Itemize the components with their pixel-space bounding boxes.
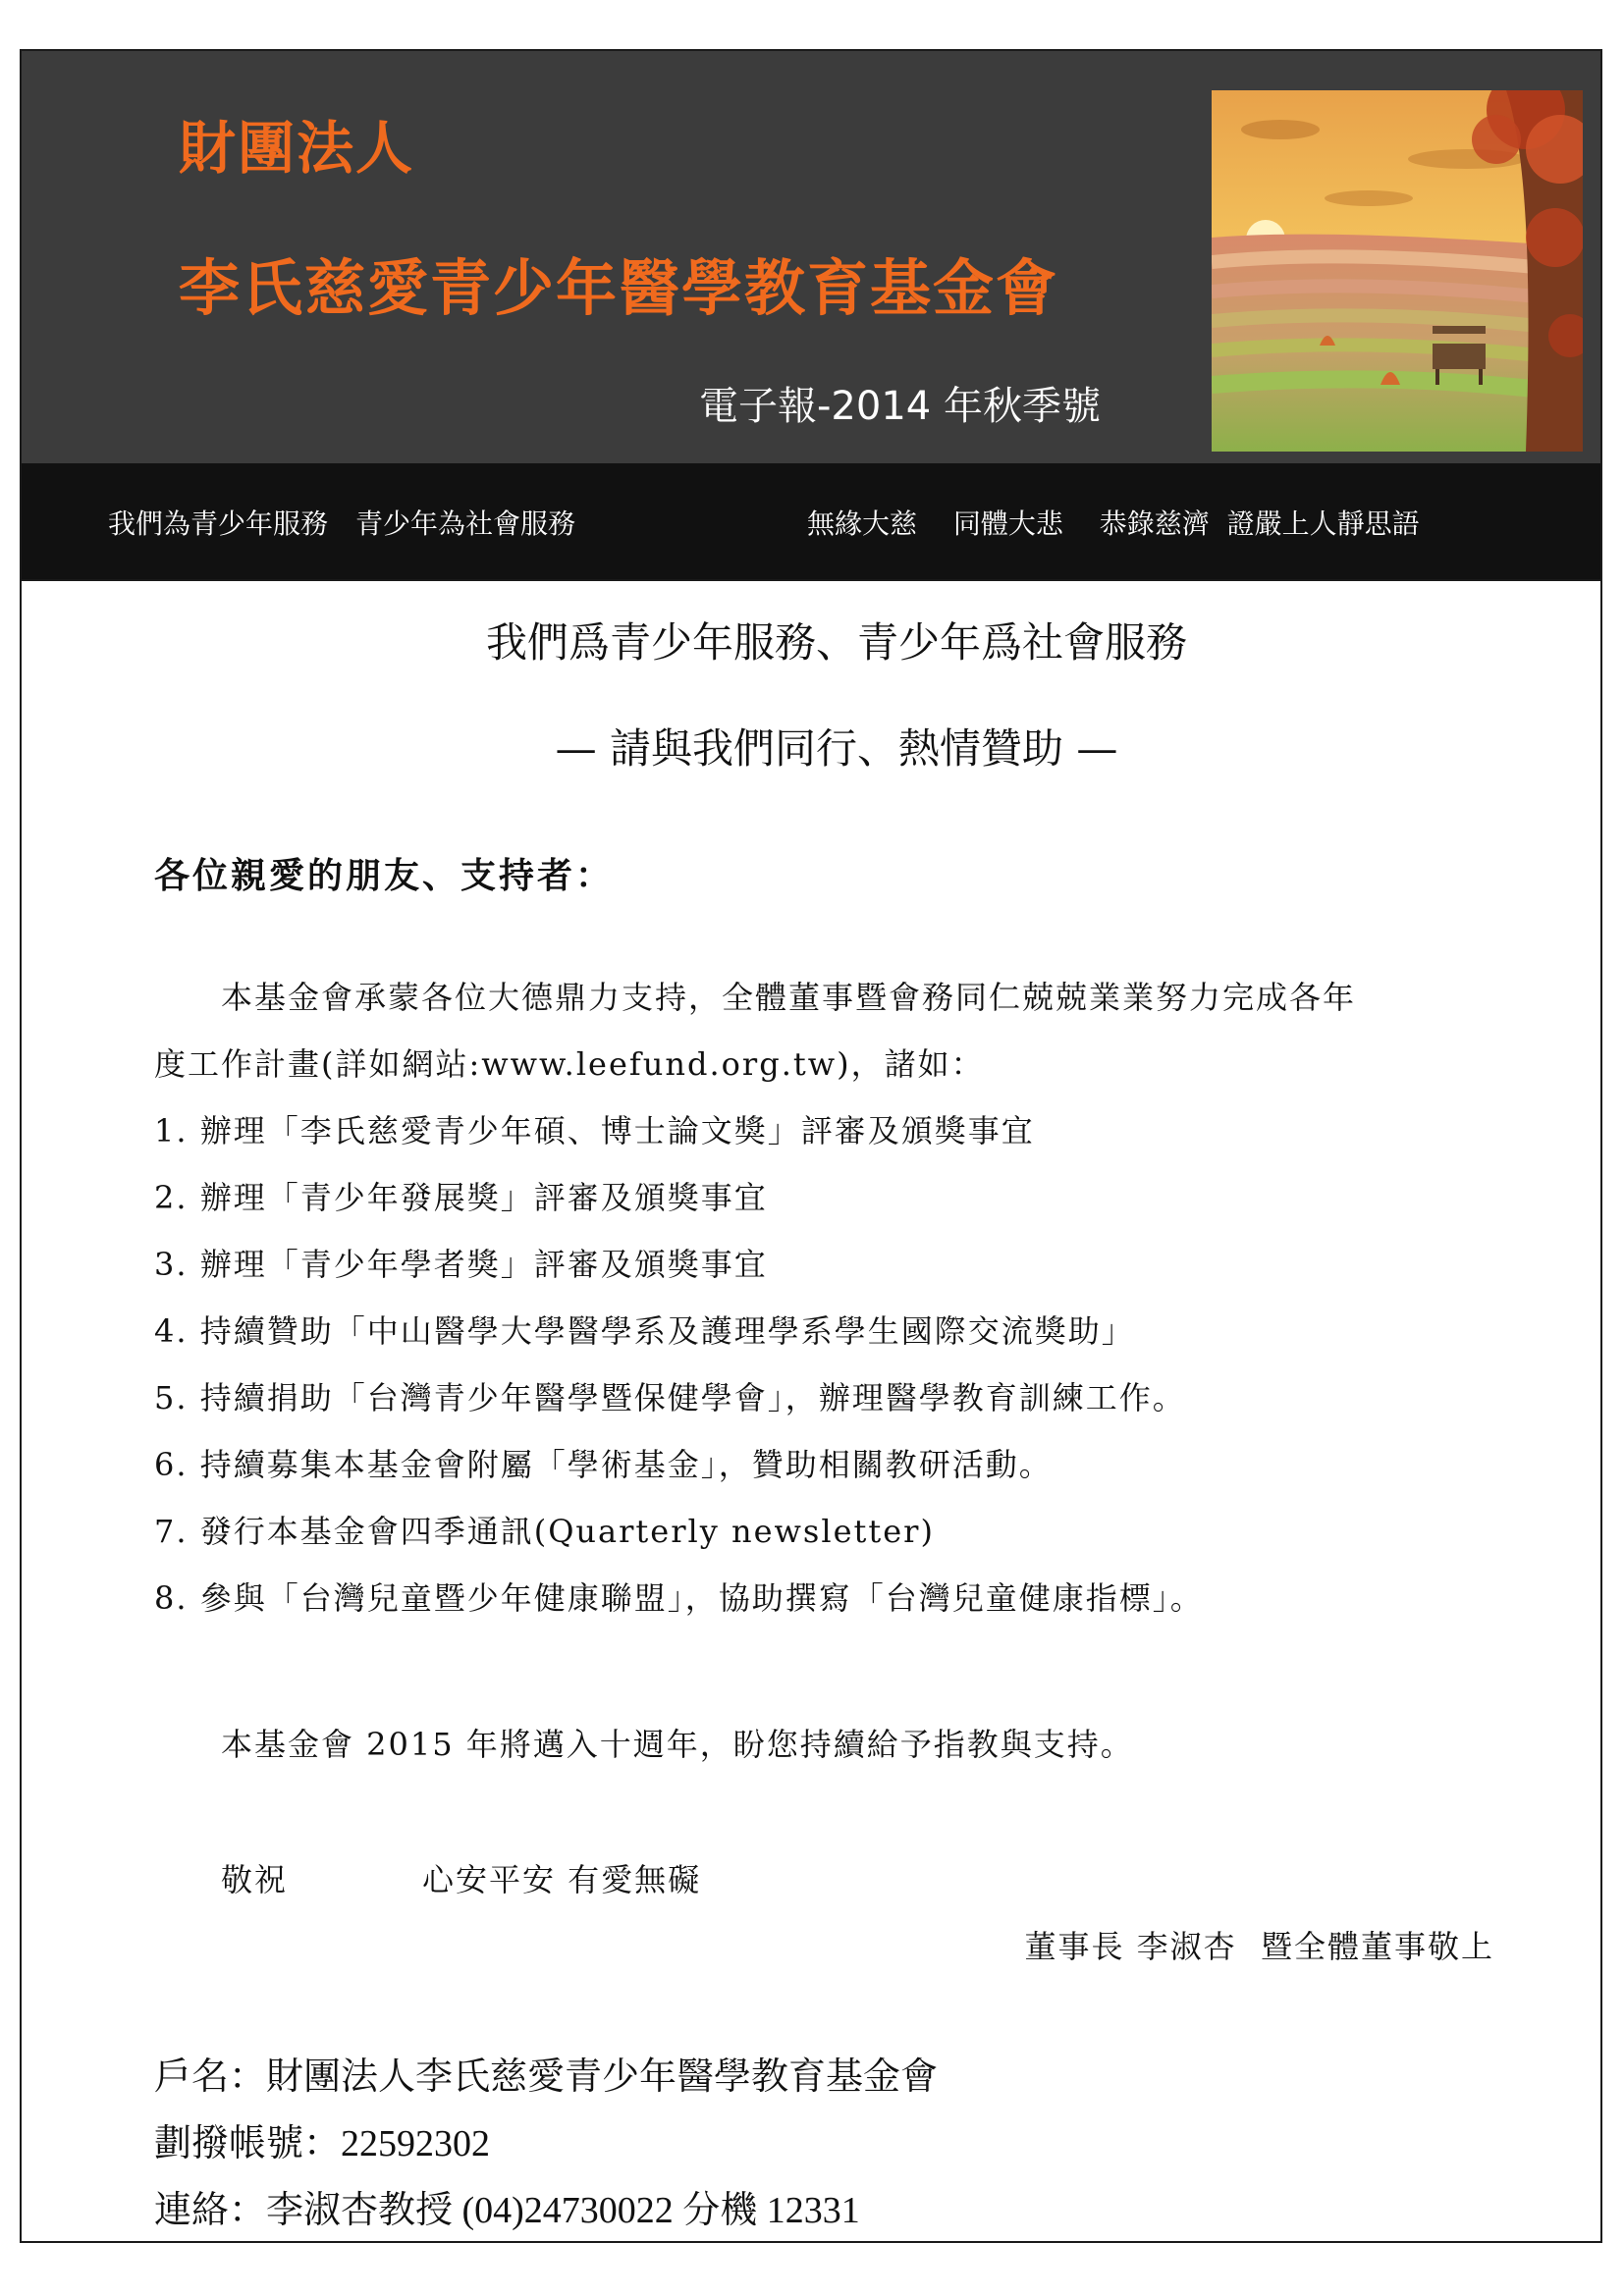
closing-paragraph: 本基金會 2015 年將邁入十週年，盼您持續給予指教與支持。 xyxy=(221,1726,1134,1763)
letter-subtitle: — 請與我們同行、熱情贊助 — xyxy=(555,724,1118,773)
signature: 董事長 李淑杏 暨全體董事敬上 xyxy=(1024,1928,1494,1965)
header-banner xyxy=(22,51,1600,463)
account-name: 戶名：財團法人李氏慈愛青少年醫學教育基金會 xyxy=(154,2056,939,2098)
issue-label: 電子報-2014 年秋季號 xyxy=(699,384,1101,429)
newsletter-page xyxy=(20,49,1602,2243)
tagline-mission: 我們為青少年服務 青少年為社會服務 xyxy=(108,507,576,540)
letter-title: 我們爲青少年服務、青少年爲社會服務 xyxy=(485,618,1187,667)
greeting: 各位親愛的朋友、支持者： xyxy=(154,855,615,896)
list-item: 1. 辦理「李氏慈愛青少年碩、博士論文獎」評審及頒獎事宜 xyxy=(154,1112,1035,1149)
org-type: 財團法人 xyxy=(179,115,415,182)
donation-info xyxy=(154,2044,938,2244)
contact-info: 連絡：李淑杏教授 (04)24730022 分機 12331 xyxy=(154,2190,860,2231)
tagline-quote: 無緣大慈 同體大悲 恭錄慈濟 證嚴上人靜思語 xyxy=(807,507,1420,540)
wish: 心安平安 有愛無礙 xyxy=(422,1861,702,1898)
divider xyxy=(22,579,1600,581)
regards: 敬祝 xyxy=(221,1861,289,1898)
list-item: 2. 辦理「青少年發展獎」評審及頒獎事宜 xyxy=(154,1179,768,1216)
work-items-list xyxy=(154,1097,1529,1631)
list-item: 6. 持續募集本基金會附屬「學術基金」，贊助相關教研活動。 xyxy=(154,1446,1053,1483)
tagline-bar xyxy=(22,463,1600,579)
autumn-landscape-illustration xyxy=(1212,90,1583,452)
letter-body xyxy=(154,964,1529,1631)
list-item: 8. 參與「台灣兒童暨少年健康聯盟」，協助撰寫「台灣兒童健康指標」。 xyxy=(154,1579,1204,1617)
list-item: 4. 持續贊助「中山醫學大學醫學系及護理學系學生國際交流獎助」 xyxy=(154,1312,1135,1350)
intro-line-2: 度工作計畫(詳如網站:www.leefund.org.tw)，諸如： xyxy=(154,1045,985,1083)
account-number: 劃撥帳號：22592302 xyxy=(154,2123,491,2164)
org-name: 李氏慈愛青少年醫學教育基金會 xyxy=(179,252,1059,324)
list-item: 3. 辦理「青少年學者獎」評審及頒獎事宜 xyxy=(154,1246,768,1283)
list-item: 5. 持續捐助「台灣青少年醫學暨保健學會」，辦理醫學教育訓練工作。 xyxy=(154,1379,1186,1416)
intro-line-1: 本基金會承蒙各位大德鼎力支持，全體董事暨會務同仁兢兢業業努力完成各年 xyxy=(221,979,1357,1016)
list-item: 7. 發行本基金會四季通訊(Quarterly newsletter) xyxy=(154,1513,935,1550)
